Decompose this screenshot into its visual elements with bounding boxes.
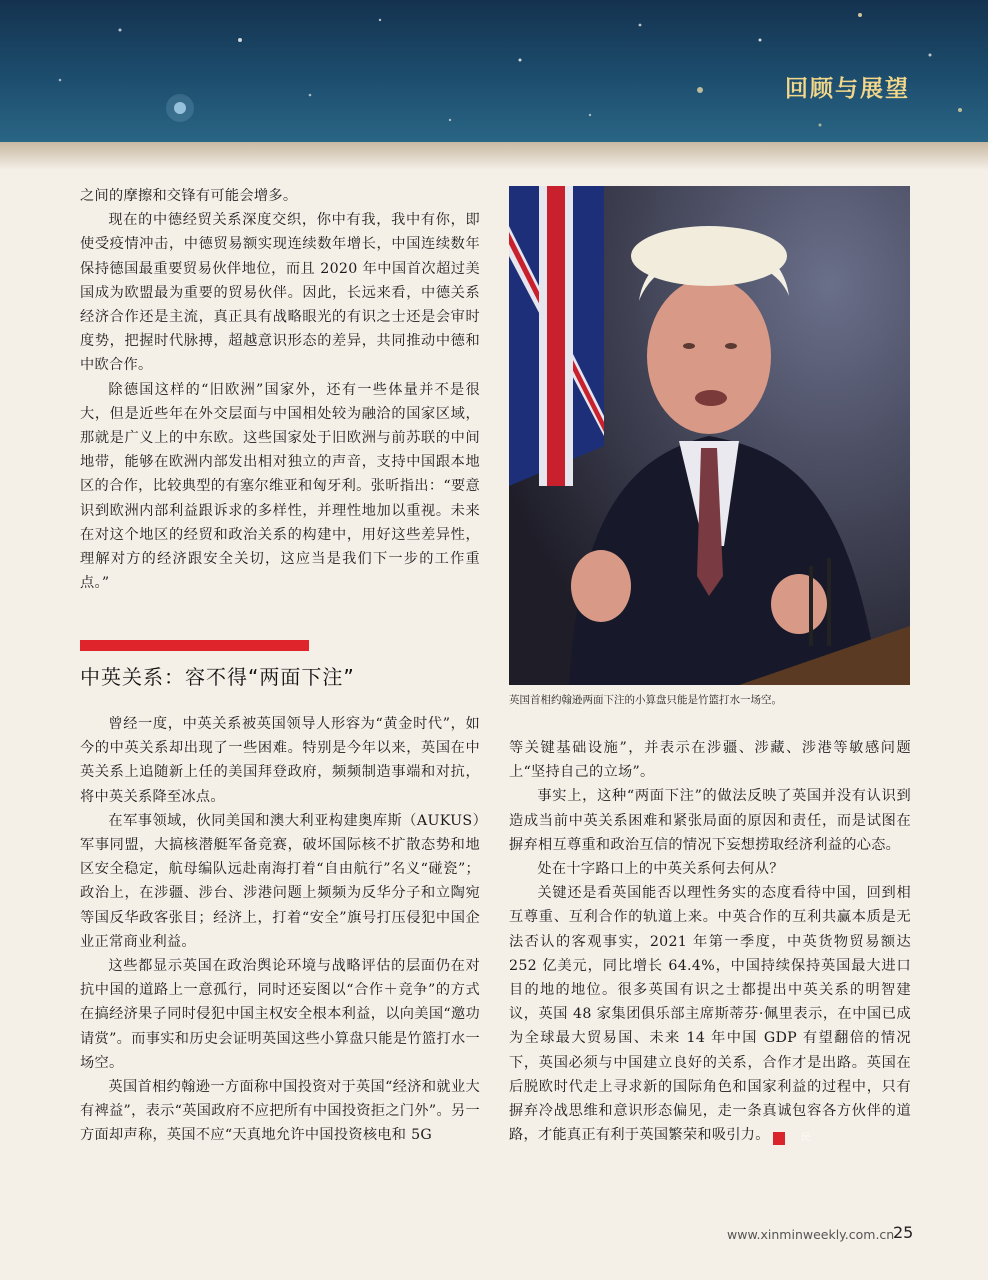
paragraph: 事实上，这种“两面下注”的做法反映了英国并没有认识到造成当前中英关系困难和紧张局面的原因和责任，而是试图在摒弃相互尊重和政治互信的情况下妄想捞取经济利益的心态。 [509, 788, 911, 853]
paragraph [509, 881, 911, 1147]
speaker-illustration [509, 186, 910, 685]
paragraph: 等关键基础设施”，并表示在涉疆、涉藏、涉港等敏感问题上“坚持自己的立场”。 [509, 740, 911, 781]
heading-accent-bar [80, 640, 309, 651]
left-column-top [80, 184, 480, 595]
paragraph: 英国首相约翰逊一方面称中国投资对于英国“经济和就业大有裨益”，表示“英国政府不应把所有中国投资拒之门外”。另一方面却声称，英国不应“天真地允许中国投资核电和 5G [80, 1079, 480, 1144]
paragraph: 在军事领域，伙同美国和澳大利亚构建奥库斯（AUKUS）军事同盟，大搞核潜艇军备竞赛，破坏国际核不扩散态势和地区安全稳定，航母编队远赴南海打着“自由航行”名义“碰瓷”；政治上，在涉疆、涉台、涉港问题上频频为反华分子和立陶宛等国反华政客张目；经济上，打着“安全”旗号打压侵犯中国企业正常商业利益。 [80, 812, 480, 950]
end-mark-icon: 民 [773, 1132, 785, 1145]
section-label: 回顾与展望 [785, 75, 910, 102]
paragraph-text: 关键还是看英国能否以理性务实的态度看待中国，回到相互尊重、互利合作的轨道上来。中英合作的互利共赢本质是无法否认的客观事实，2021 年第一季度，中英货物贸易额达 252 亿美元，同比增长 64.4%，中国持续保持英国最大进口目的地的地位。很多英国有识之士都提出中英关系的明智建议，英国 48 家集团俱乐部主席斯蒂芬·佩里表示，在中国已成为全球最大贸易国、未来 14 年中国 GDP 有望翻倍的情况下，英国必须与中国建立良好的关系，合作才是出路。英国在后脱欧时代走上寻求新的国际角色和国家利益的过程中，只有摒弃冷战思维和意识形态偏见，走一条真诚包容各方伙伴的道路，才能真正有利于英国繁荣和吸引力。 [509, 885, 911, 1144]
photo-caption: 英国首相约翰逊两面下注的小算盘只能是竹篮打水一场空。 [509, 694, 782, 706]
paragraph: 现在的中德经贸关系深度交织，你中有我，我中有你，即使受疫情冲击，中德贸易额实现连续数年增长，中国连续数年保持德国最重要贸易伙伴地位，而且 2020 年中国首次超过美国成为欧盟最为重要的贸易伙伴。因此，长远来看，中德关系经济合作还是主流，真正具有战略眼光的有识之士还是会审时度势，把握时代脉搏，超越意识形态的差异，共同推动中德和中欧合作。 [80, 212, 480, 374]
paragraph: 这些都显示英国在政治舆论环境与战略评估的层面仍在对抗中国的道路上一意孤行，同时还妄图以“合作＋竞争”的方式在搞经济果子同时侵犯中国主权安全根本利益，以向美国“邀功请赏”。而事实和历史会证明英国这些小算盘只能是竹篮打水一场空。 [80, 958, 480, 1071]
right-column [509, 736, 911, 1147]
paragraph: 之间的摩擦和交锋有可能会增多。 [80, 188, 298, 204]
banner-fade [0, 142, 988, 170]
left-column-bottom [80, 712, 480, 1148]
page-number: 25 [893, 1223, 914, 1242]
paragraph: 除德国这样的“旧欧洲”国家外，还有一些体量并不是很大，但是近些年在外交层面与中国相处较为融洽的国家区域，那就是广义上的中东欧。这些国家处于旧欧洲与前苏联的中间地带，能够在欧洲内部发出相对独立的声音，支持中国跟本地区的合作，比较典型的有塞尔维亚和匈牙利。张昕指出：“要意识到欧洲内部利益跟诉求的多样性，并理性地加以重视。未来在对这个地区的经贸和政治关系的构建中，用好这些差异性，理解对方的经济跟安全关切，这应当是我们下一步的工作重点。” [80, 381, 480, 592]
article-photo [509, 186, 910, 685]
paragraph: 曾经一度，中英关系被英国领导人形容为“黄金时代”，如今的中英关系却出现了一些困难。特别是今年以来，英国在中英关系上追随新上任的美国拜登政府，频频制造事端和对抗，将中英关系降至冰点。 [80, 716, 480, 805]
section-heading: 中英关系：容不得“两面下注” [80, 665, 355, 689]
footer-url: www.xinminweekly.com.cn [727, 1227, 895, 1242]
paragraph: 处在十字路口上的中英关系何去何从？ [537, 861, 784, 878]
